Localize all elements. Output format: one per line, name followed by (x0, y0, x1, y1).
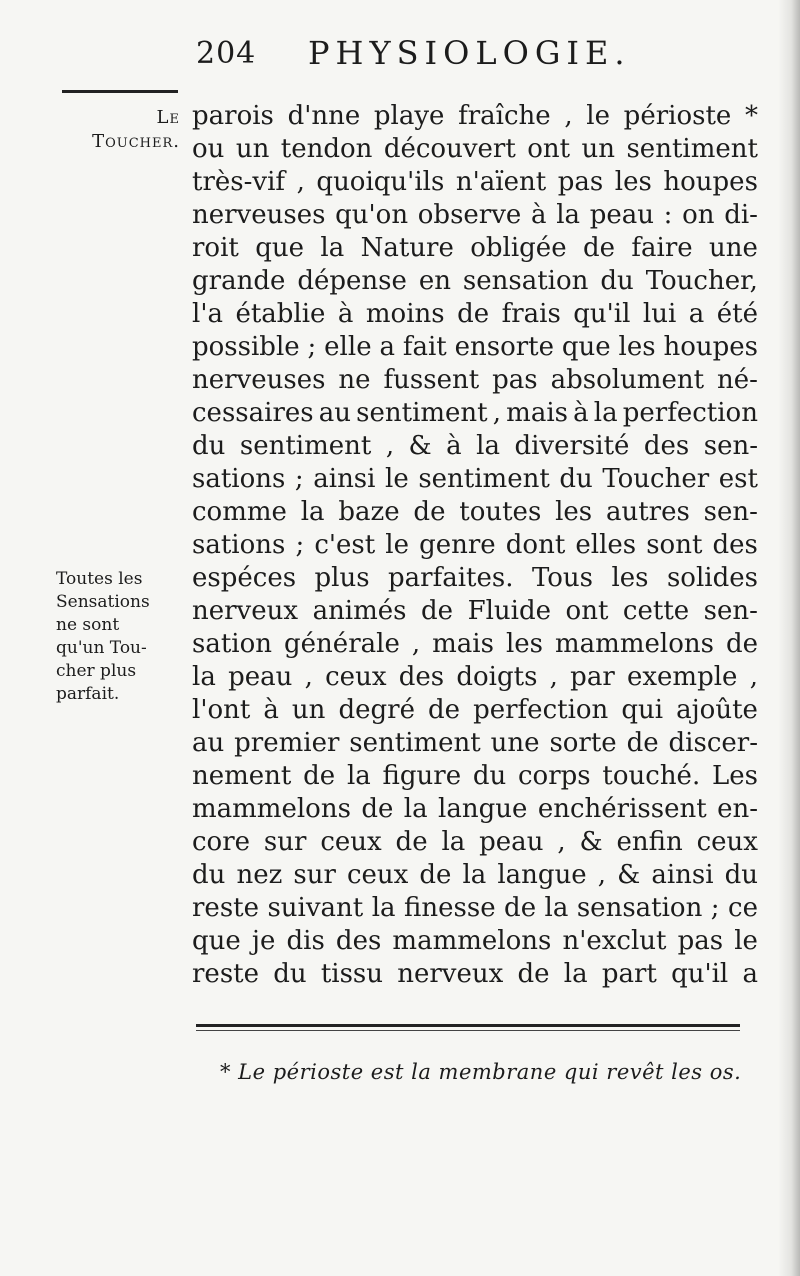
word: nerveuses (192, 200, 326, 230)
word: houpes (663, 332, 758, 362)
word: sentiment (239, 431, 372, 461)
word: comme (192, 497, 287, 527)
word: , (549, 662, 558, 692)
word: absolument (550, 365, 705, 395)
word: les (555, 497, 593, 527)
word: du (192, 431, 226, 461)
word: roit (192, 233, 239, 263)
word: de (303, 761, 336, 791)
word: , (385, 431, 395, 461)
word: Les (711, 761, 758, 791)
word: dis (286, 926, 325, 956)
word: & (617, 860, 641, 890)
word: ou (192, 134, 225, 164)
word: nerveux (397, 959, 504, 989)
word: au (318, 398, 351, 428)
word: tendon (280, 134, 373, 164)
word: le (385, 464, 409, 494)
word: peau (589, 200, 654, 230)
word: ce (728, 893, 758, 923)
word: langue (497, 860, 587, 890)
word: ajoûte (676, 695, 758, 725)
word: la (371, 893, 396, 923)
margin-note-line: Toutes les (56, 569, 143, 589)
word: la (441, 827, 466, 857)
word: la (403, 794, 428, 824)
word: a (688, 299, 705, 329)
word: un (291, 695, 326, 725)
word: la (556, 200, 581, 230)
word: sentiment (626, 134, 758, 164)
margin-heading-line: Toucher. (92, 131, 180, 152)
word: la (593, 398, 618, 428)
word: de (626, 728, 659, 758)
text-line (192, 496, 758, 529)
word: de (421, 596, 454, 626)
word: sur (293, 860, 336, 890)
text-line (192, 331, 758, 364)
word: de (361, 794, 394, 824)
word: l'a (192, 299, 223, 329)
spine-shadow (778, 0, 800, 1276)
word: , (492, 398, 502, 428)
margin-note-line: ne sont (56, 615, 120, 635)
word: sentiment (349, 728, 481, 758)
word: la (563, 959, 588, 989)
word: ceux (346, 860, 409, 890)
word: par (570, 662, 615, 692)
margin-note (56, 568, 182, 706)
word: de (725, 629, 758, 659)
word: possible (192, 332, 300, 362)
word: observe (417, 200, 522, 230)
word: moins (365, 299, 445, 329)
word: reste (192, 959, 259, 989)
word: ensorte (454, 332, 555, 362)
word: établie (235, 299, 326, 329)
word: finesse (404, 893, 496, 923)
word: on (682, 200, 715, 230)
word: des (643, 431, 690, 461)
word: de (457, 299, 490, 329)
text-line (192, 199, 758, 232)
word: exemple (627, 662, 738, 692)
word: solides (666, 563, 758, 593)
word: dépense (297, 266, 407, 296)
word: la (462, 860, 487, 890)
word: playe (373, 101, 445, 131)
body-text (192, 100, 758, 991)
word: ; (294, 464, 304, 494)
word: que (561, 332, 611, 362)
word: , (564, 101, 573, 131)
word: les (618, 332, 656, 362)
word: ; (295, 530, 305, 560)
page-number: 204 (196, 36, 257, 71)
word: de (504, 893, 537, 923)
word: premier (234, 728, 340, 758)
word: à (263, 695, 279, 725)
word: au (192, 728, 225, 758)
word: sur (263, 827, 307, 857)
word: ont (527, 134, 571, 164)
word: a (742, 959, 758, 989)
word: & (408, 431, 432, 461)
text-line (192, 958, 758, 991)
word: tissu (320, 959, 384, 989)
word: peau (228, 662, 293, 692)
word: toutes (459, 497, 542, 527)
word: ainsi (651, 860, 714, 890)
word: quoiqu'ils (316, 167, 445, 197)
word: les (611, 563, 649, 593)
word: né- (717, 365, 758, 395)
word: la (544, 893, 569, 923)
word: ; (307, 332, 317, 362)
word: du (192, 860, 226, 890)
word: Nature (360, 233, 454, 263)
word: nerveux (192, 596, 299, 626)
margin-note-line: Sensations (56, 592, 150, 612)
word: de (419, 860, 452, 890)
text-line (192, 265, 758, 298)
word: & (579, 827, 603, 857)
word: qu'on (335, 200, 409, 230)
word: du (600, 266, 634, 296)
word: qui (621, 695, 664, 725)
word: du (472, 761, 507, 791)
word: core (192, 827, 251, 857)
word: dont (505, 530, 566, 560)
word: à (573, 398, 589, 428)
word: parois (192, 101, 274, 131)
word: diversité (514, 431, 630, 461)
text-line (192, 430, 758, 463)
word: générale (284, 629, 400, 659)
word: du (559, 464, 593, 494)
text-line (192, 529, 758, 562)
word: à (446, 431, 462, 461)
footnote-rule-thin (196, 1030, 740, 1031)
word: ceux (325, 662, 387, 692)
word: cessaires (192, 398, 314, 428)
text-line (192, 463, 758, 496)
word: genre (419, 530, 496, 560)
word: a (379, 332, 395, 362)
word: une (490, 728, 540, 758)
word: figure (382, 761, 462, 791)
word: le (734, 926, 758, 956)
text-line (192, 793, 758, 826)
word: perfection (473, 695, 609, 725)
word: ainsi (313, 464, 376, 494)
text-line (192, 925, 758, 958)
text-line (192, 694, 758, 727)
margin-note-line: cher plus (56, 661, 137, 681)
text-line (192, 892, 758, 925)
word: fussent (383, 365, 480, 395)
word: n'aïent (455, 167, 547, 197)
word: que (192, 926, 241, 956)
word: parfaites. (388, 563, 514, 593)
word: Toucher (602, 464, 710, 494)
word: frais (501, 299, 561, 329)
word: sont (646, 530, 703, 560)
word: la (300, 497, 325, 527)
word: part (601, 959, 657, 989)
word: reste (192, 893, 259, 923)
word: de (395, 827, 428, 857)
word: les (505, 629, 544, 659)
footnote-rule (196, 1024, 740, 1027)
word: , (304, 662, 313, 692)
word: peau (479, 827, 544, 857)
word: en (418, 266, 451, 296)
word: elles (575, 530, 637, 560)
word: la (476, 431, 500, 461)
word: grande (192, 266, 286, 296)
word: une (709, 233, 758, 263)
word: enchérissent (537, 794, 707, 824)
word: de (517, 959, 550, 989)
word: , (411, 629, 421, 659)
word: qu'il (573, 299, 631, 329)
word: enfin (616, 827, 683, 857)
word: l'ont (192, 695, 251, 725)
word: fait (402, 332, 447, 362)
word: , (296, 167, 305, 197)
word: nerveuses (192, 365, 326, 395)
word: mais (432, 629, 494, 659)
word: sations (192, 464, 286, 494)
word: di- (724, 200, 758, 230)
word: sentiment (356, 398, 488, 428)
word: lui (642, 299, 677, 329)
word: sentiment (418, 464, 550, 494)
word: du (724, 860, 758, 890)
word: le (385, 530, 409, 560)
word: , (749, 662, 758, 692)
word: très-vif (192, 167, 286, 197)
text-line (192, 628, 758, 661)
word: du (273, 959, 307, 989)
running-head (0, 28, 800, 78)
word: en- (717, 794, 758, 824)
word: corps (518, 761, 591, 791)
word: périoste (623, 101, 732, 131)
margin-note-line: parfait. (56, 684, 120, 704)
word: sensation (576, 893, 703, 923)
word: été (716, 299, 758, 329)
word: , (557, 827, 566, 857)
word: degré (338, 695, 415, 725)
word: mammelons (392, 926, 552, 956)
word: plus (314, 563, 370, 593)
word: la (346, 761, 371, 791)
word: des (398, 662, 445, 692)
word: est (718, 464, 758, 494)
running-title: PHYSIOLOGIE. (308, 34, 631, 72)
word: Fluide (467, 596, 552, 626)
word: perfection (622, 398, 758, 428)
word: de (413, 497, 446, 527)
word: autres (605, 497, 690, 527)
word: Toucher, (645, 266, 758, 296)
word: de (428, 695, 461, 725)
margin-heading-line: Le (156, 107, 180, 128)
word: : (663, 200, 673, 230)
word: doigts (456, 662, 538, 692)
word: découvert (383, 134, 516, 164)
word: houpes (663, 167, 758, 197)
word: le (586, 101, 610, 131)
word: à (530, 200, 547, 230)
word: * (744, 101, 758, 131)
word: sations (192, 530, 286, 560)
text-line (192, 859, 758, 892)
word: sensation (462, 266, 589, 296)
word: pas (677, 926, 724, 956)
word: n'exclut (562, 926, 667, 956)
word: discer- (668, 728, 758, 758)
word: sorte (549, 728, 617, 758)
text-line (192, 397, 758, 430)
text-line (192, 727, 758, 760)
text-line (192, 760, 758, 793)
word: nez (236, 860, 283, 890)
text-line (192, 298, 758, 331)
word: , (597, 860, 607, 890)
word: un (581, 134, 616, 164)
word: animés (312, 596, 407, 626)
word: à (337, 299, 354, 329)
word: touché. (602, 761, 701, 791)
word: fraîche (458, 101, 551, 131)
word: langue (438, 794, 528, 824)
word: de (582, 233, 615, 263)
word: ; (710, 893, 720, 923)
word: que (255, 233, 305, 263)
word: mammelons (555, 629, 714, 659)
word: ont (565, 596, 609, 626)
word: faire (631, 233, 693, 263)
word: les (614, 167, 652, 197)
word: d'nne (287, 101, 361, 131)
text-line (192, 661, 758, 694)
word: espéces (192, 563, 297, 593)
word: baze (338, 497, 400, 527)
word: des (712, 530, 758, 560)
word: sation (192, 629, 273, 659)
word: c'est (314, 530, 376, 560)
word: mais (506, 398, 568, 428)
word: cette (622, 596, 690, 626)
word: qu'il (671, 959, 729, 989)
text-line (192, 826, 758, 859)
word: ceux (696, 827, 758, 857)
word: la (320, 233, 345, 263)
word: sen- (703, 596, 758, 626)
word: pas (492, 365, 538, 395)
word: elle (324, 332, 372, 362)
text-line (192, 364, 758, 397)
text-line (192, 100, 758, 133)
word: suivant (267, 893, 364, 923)
text-line (192, 166, 758, 199)
text-line (192, 133, 758, 166)
word: pas (557, 167, 604, 197)
word: nement (192, 761, 292, 791)
word: des (335, 926, 382, 956)
word: obligée (470, 233, 567, 263)
word: je (251, 926, 276, 956)
margin-rule (62, 90, 178, 93)
margin-note-line: qu'un Tou- (56, 638, 147, 658)
text-line (192, 562, 758, 595)
word: ceux (320, 827, 382, 857)
word: Tous (531, 563, 594, 593)
word: sen- (703, 497, 758, 527)
word: ne (338, 365, 371, 395)
text-line (192, 232, 758, 265)
margin-heading (50, 106, 180, 154)
text-line (192, 595, 758, 628)
word: mammelons (192, 794, 351, 824)
footnote: * Le périoste est la membrane qui revêt les os. (220, 1060, 742, 1084)
word: un (235, 134, 270, 164)
word: la (192, 662, 216, 692)
word: sen- (703, 431, 758, 461)
